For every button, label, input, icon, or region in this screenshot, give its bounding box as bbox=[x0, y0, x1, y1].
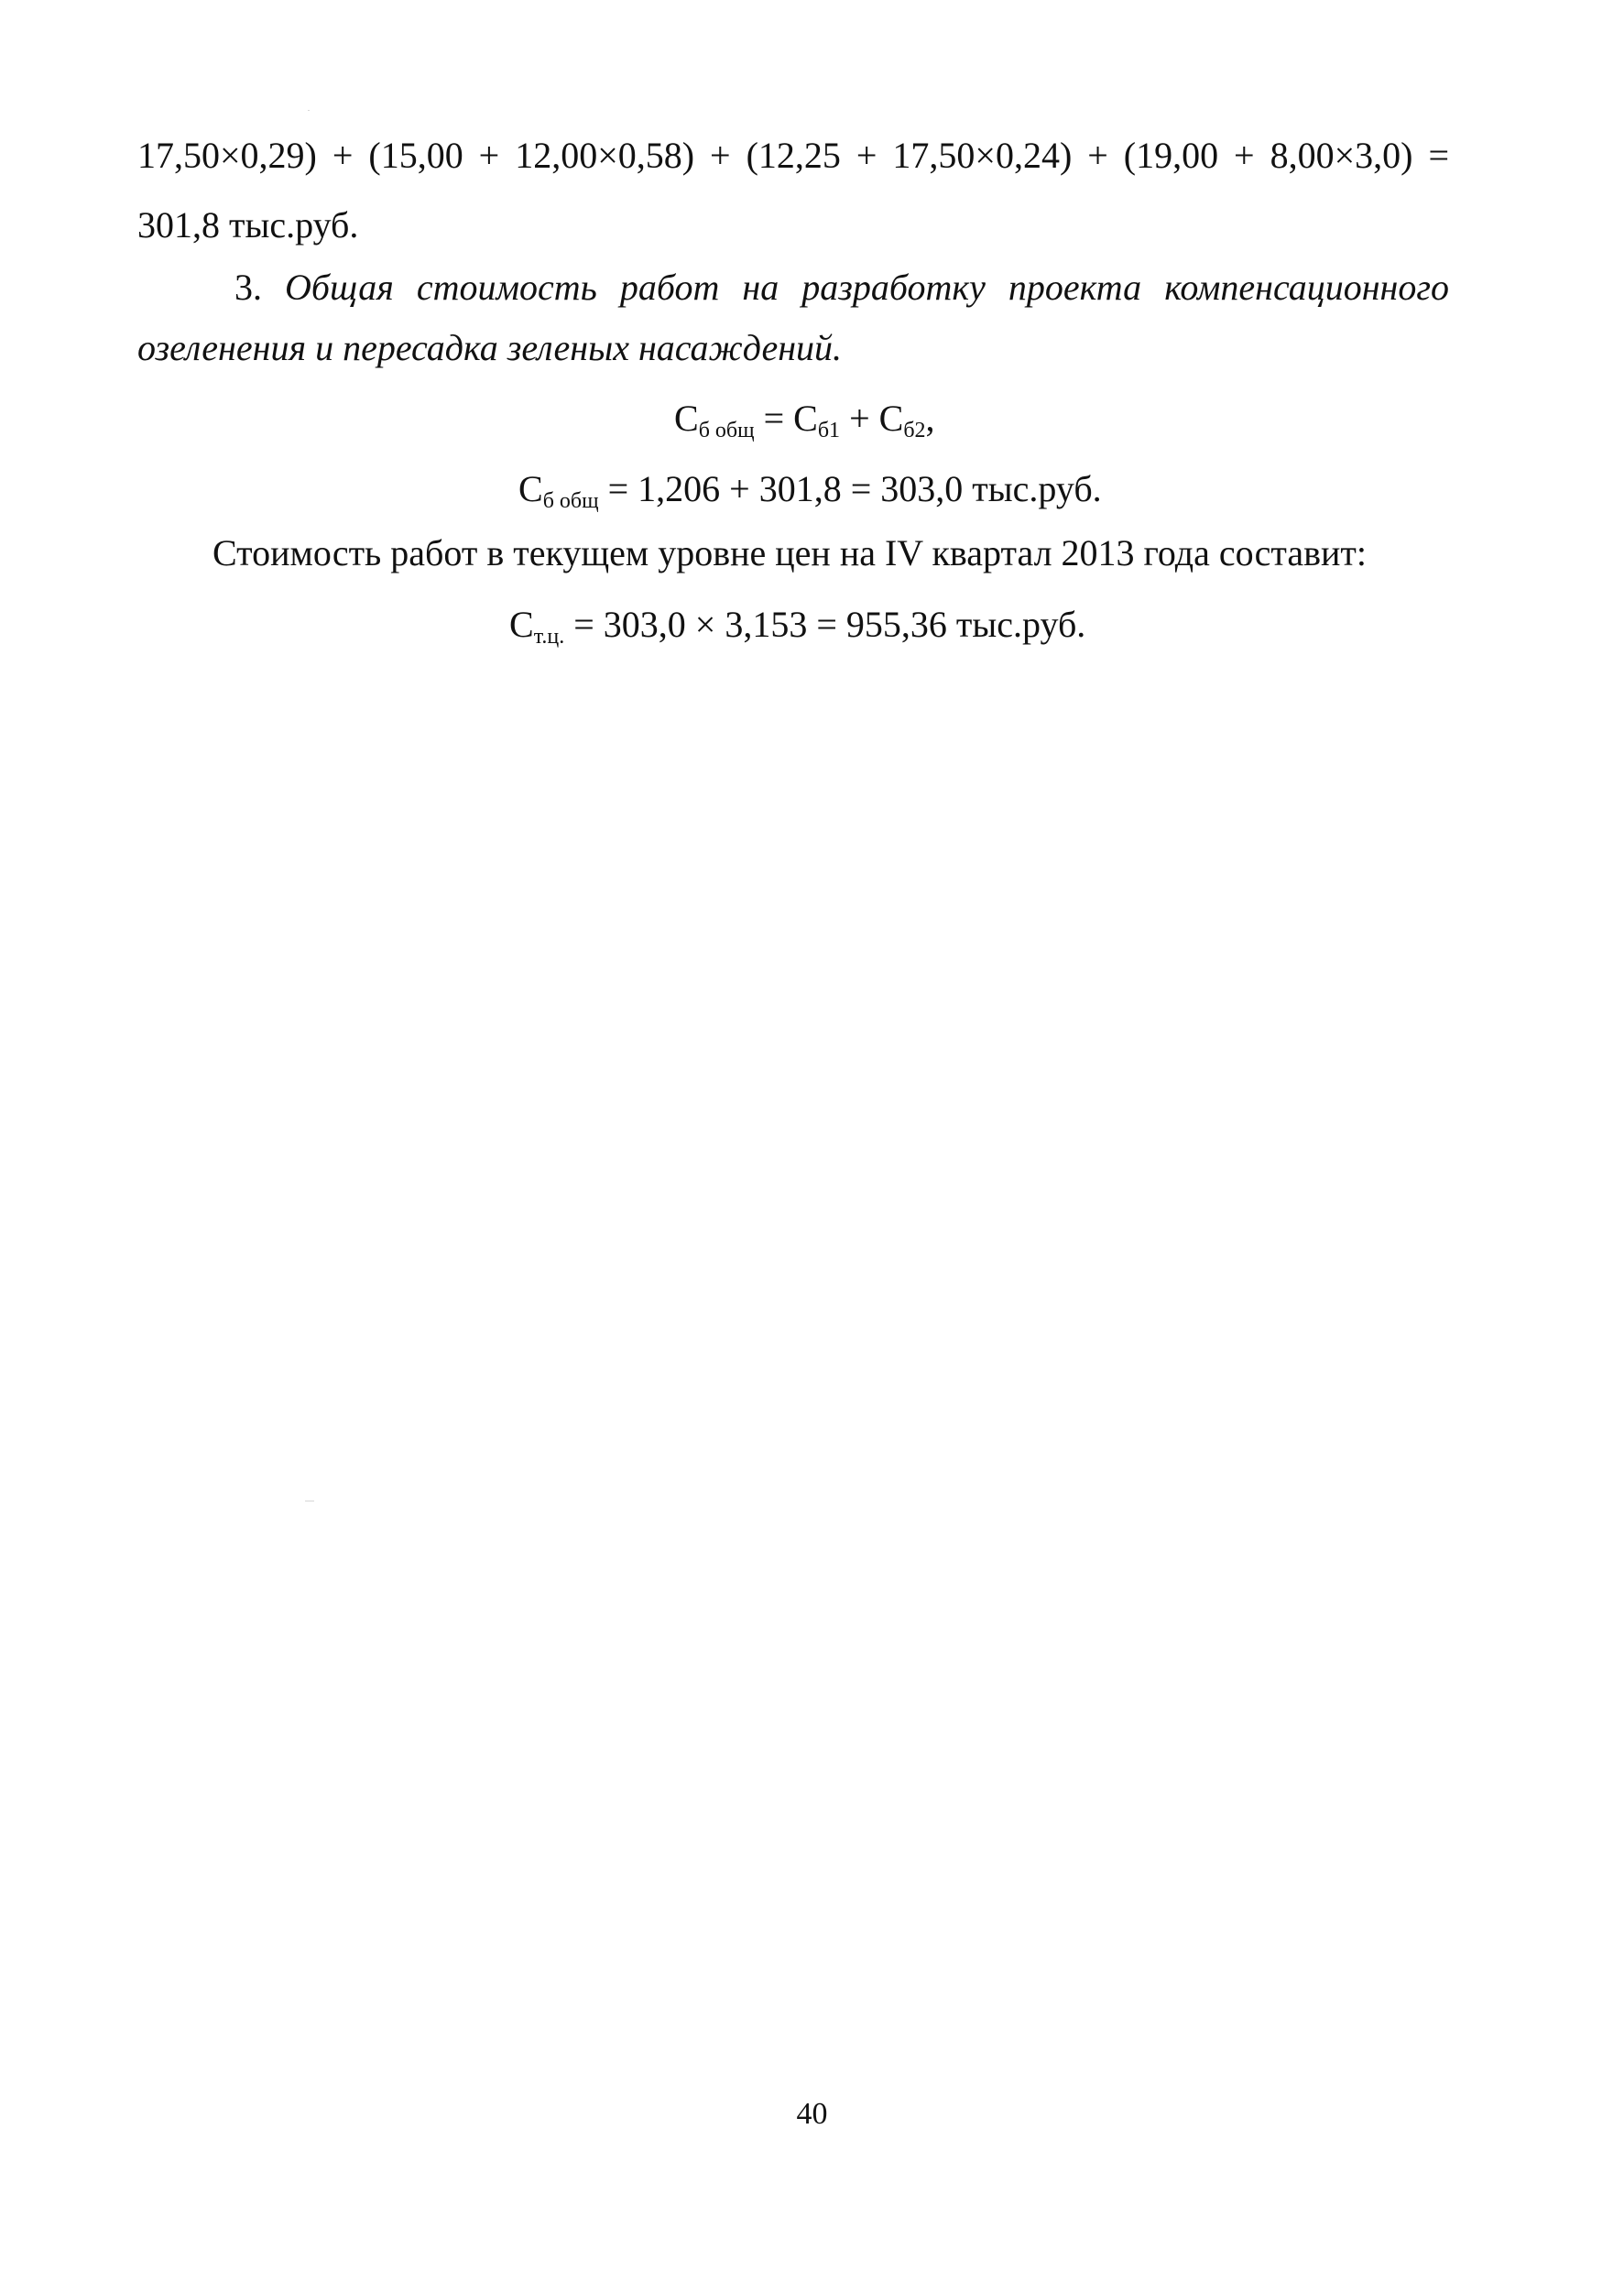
calc-line-1 bbox=[137, 134, 1449, 178]
formula-total-definition bbox=[674, 397, 935, 441]
formula1-c-total: С bbox=[674, 398, 699, 439]
price-level-text: Стоимость работ в текущем уровне цен на IV квартал 2013 года составит: bbox=[213, 532, 1367, 573]
page-number bbox=[0, 2092, 1624, 2136]
calc-result-text: 301,8 тыс.руб. bbox=[137, 204, 359, 246]
formula-total-value bbox=[518, 467, 1102, 511]
page-number-text: 40 bbox=[796, 2097, 828, 2131]
section-title-part-2: озеленения и пересадка зеленых насаждений. bbox=[137, 327, 843, 368]
section-title-part-1: Общая стоимость работ на разработку проекта компенсационного bbox=[285, 267, 1449, 308]
formula1-sub1: б1 bbox=[817, 419, 841, 442]
section-heading-line-1 bbox=[234, 266, 1449, 310]
section-heading-line-2 bbox=[137, 326, 842, 370]
price-level-sentence bbox=[213, 531, 1367, 575]
formula2-rest: = 1,206 + 301,8 = 303,0 тыс.руб. bbox=[598, 468, 1102, 509]
calc-line-2 bbox=[137, 203, 358, 247]
formula1-plus: + bbox=[840, 398, 879, 439]
formula1-sub-total: б общ bbox=[698, 419, 755, 442]
formula1-c2: С bbox=[878, 398, 904, 439]
calc-line-1-text: 17,50×0,29) + (15,00 + 12,00×0,58) + (12,25 + 17,50×0,24) + (19,00 + 8,00×3,0) = bbox=[137, 135, 1449, 176]
formula1-sub2: б2 bbox=[903, 419, 926, 442]
formula1-end: , bbox=[925, 398, 935, 439]
formula2-c: С bbox=[518, 468, 543, 509]
formula3-c: С bbox=[509, 604, 534, 645]
formula1-c1: С bbox=[793, 398, 818, 439]
formula1-eq: = bbox=[754, 398, 794, 439]
formula3-rest: = 303,0 × 3,153 = 955,36 тыс.руб. bbox=[564, 604, 1086, 645]
section-number: 3. bbox=[234, 267, 262, 308]
formula3-sub: т.ц. bbox=[533, 625, 565, 649]
formula2-sub: б общ bbox=[542, 489, 599, 513]
formula-current-price bbox=[509, 603, 1085, 647]
scan-mark-top bbox=[308, 110, 310, 111]
